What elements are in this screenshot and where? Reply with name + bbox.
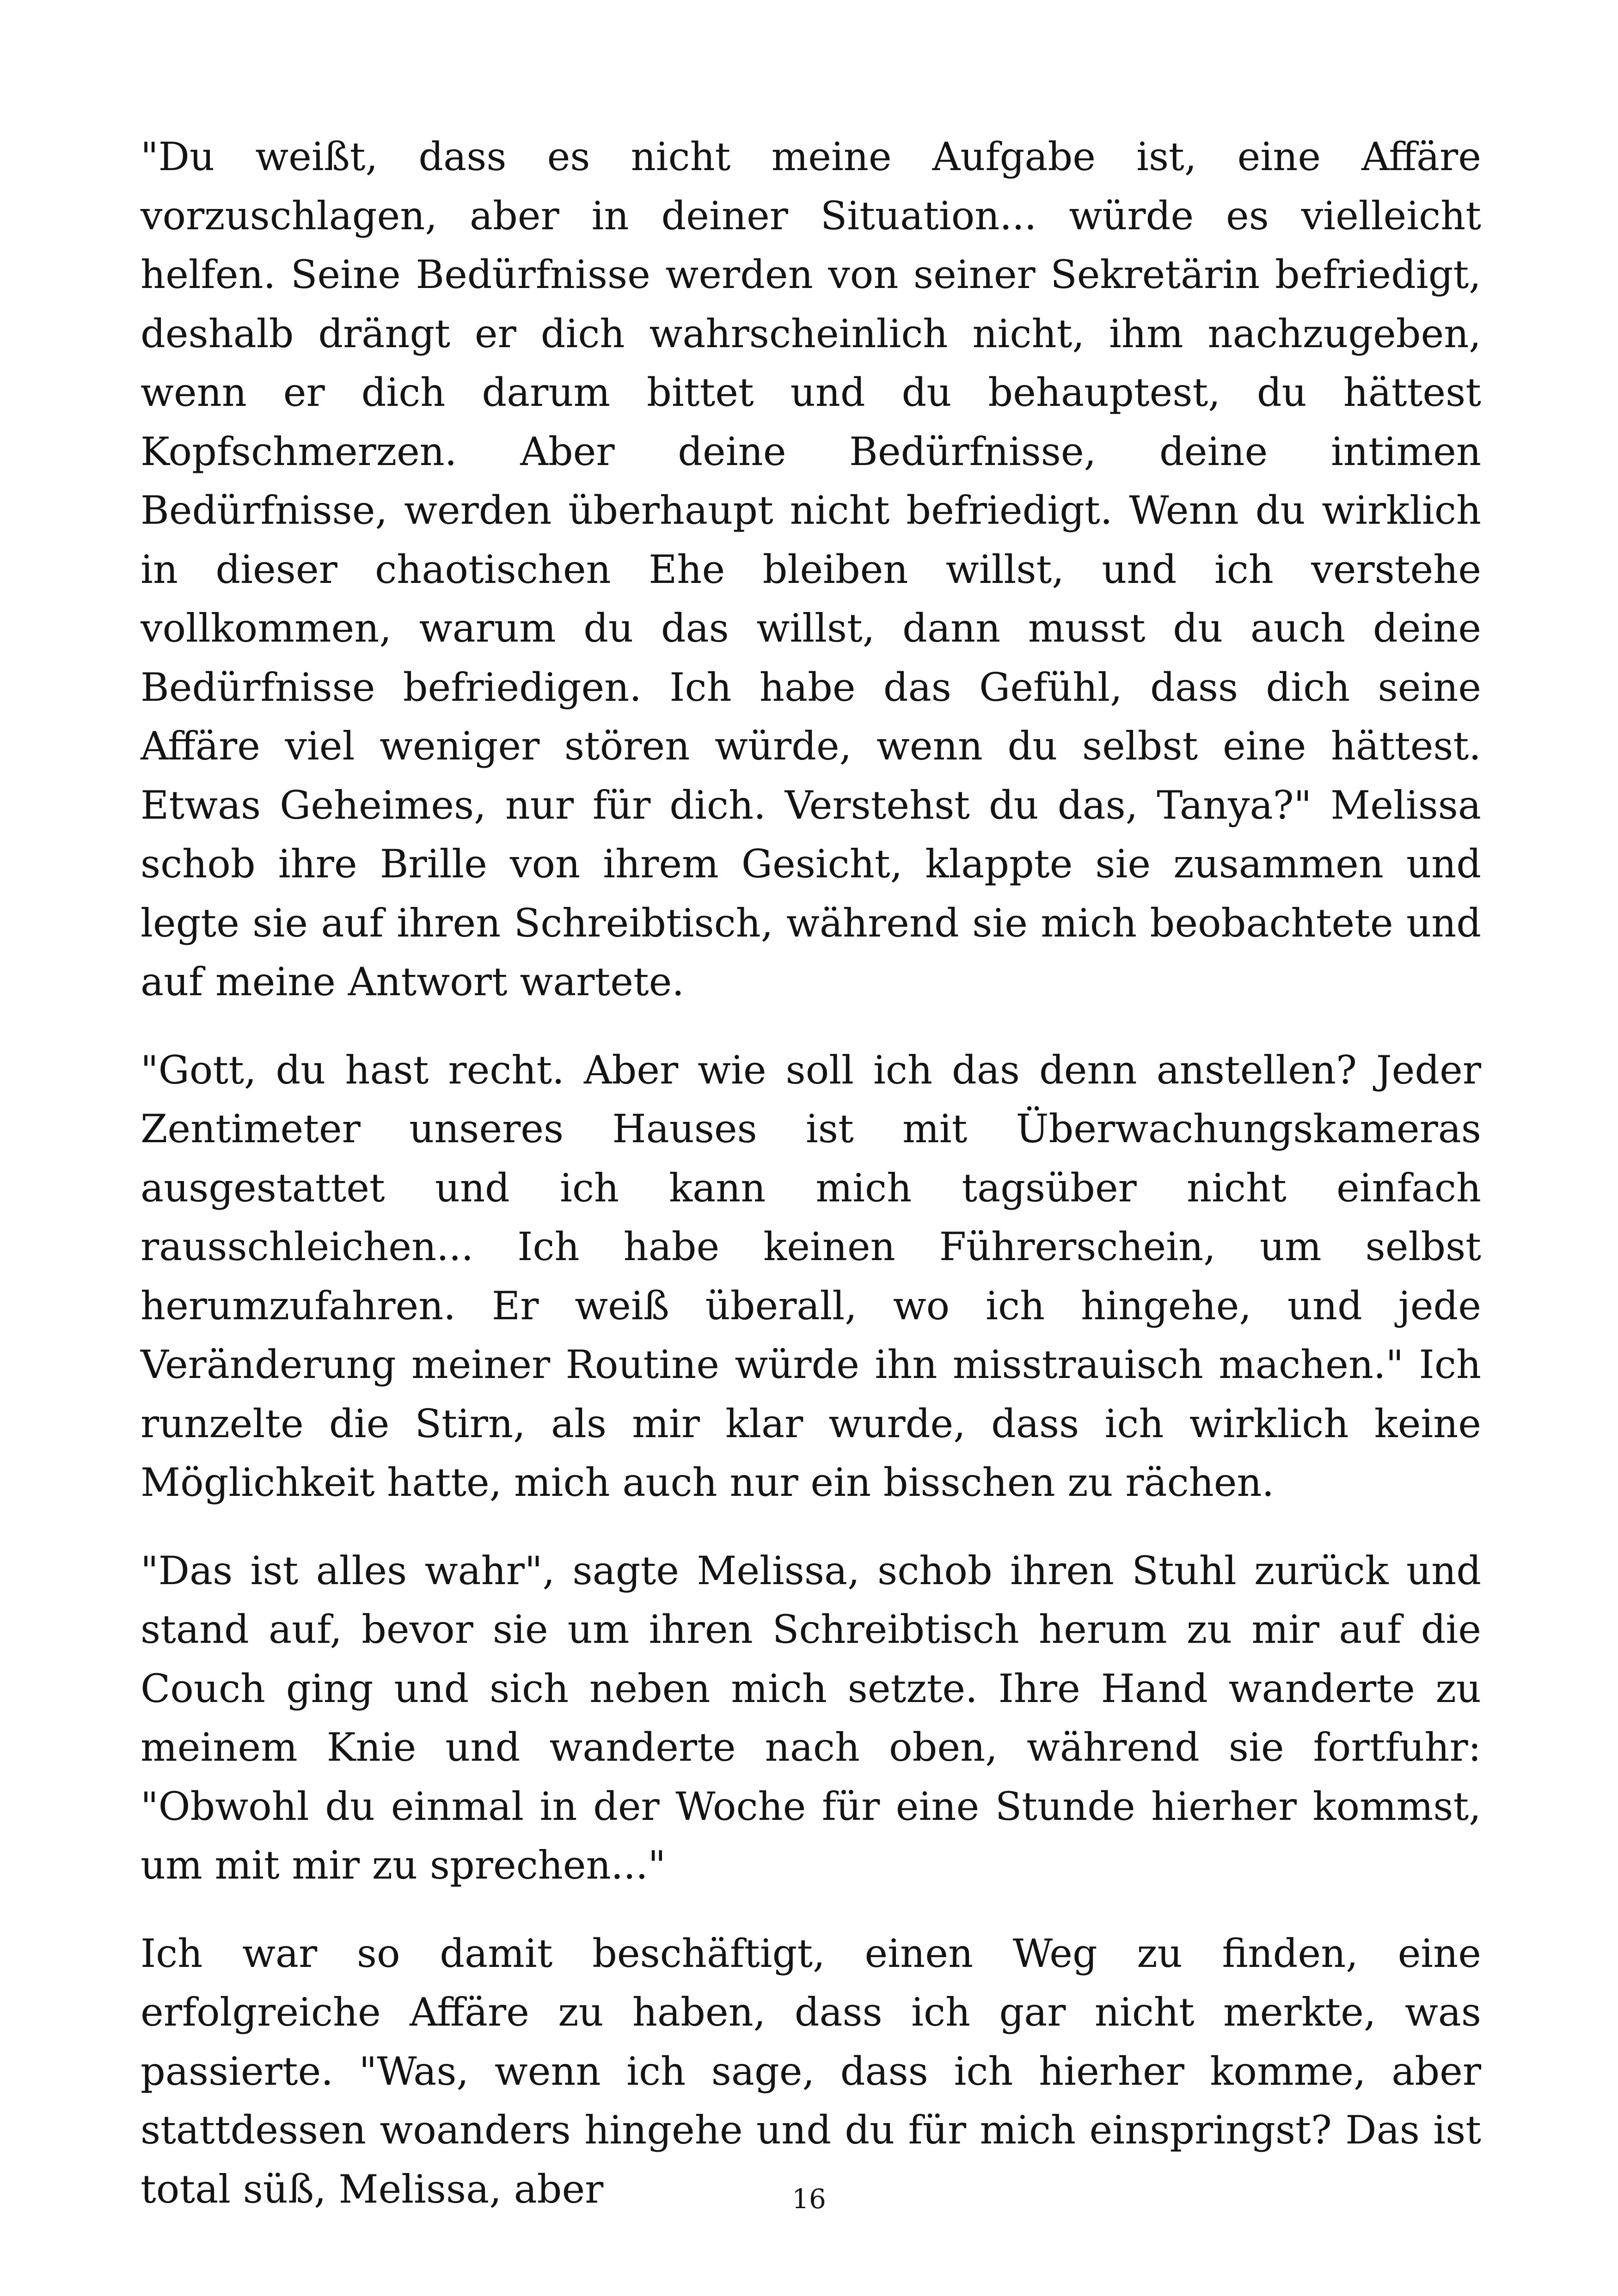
page-number: 16 [792,2183,826,2215]
paragraph-1: "Du weißt, dass es nicht meine Aufgabe ist, eine Affäre vorzuschlagen, aber in deiner Situation... würde es vielleicht helfen. Seine Bedürfnisse werden von seiner Sekretärin befriedigt, deshalb drängt er dich wahrscheinlich nicht, ihm nachzugeben, wenn er dich darum bittet und du behauptest, du hättest Kopfschmerzen. Aber deine Bedürfnisse, deine intimen Bedürfnisse, werden überhaupt nicht befriedigt. Wenn du wirklich in dieser chaotischen Ehe bleiben willst, und ich verstehe vollkommen, warum du das willst, dann musst du auch deine Bedürfnisse befriedigen. Ich habe das Gefühl, dass dich seine Affäre viel weniger stören würde, wenn du selbst eine hättest. Etwas Geheimes, nur für dich. Verstehst du das, Tanya?" Melissa schob ihre Brille von ihrem Gesicht, klappte sie zusammen und legte sie auf ihren Schreibtisch, während sie mich beobachtete und auf meine Antwort wartete. [141,134,1481,1004]
body-text [141,128,1481,2248]
paragraph-2: "Gott, du hast recht. Aber wie soll ich das denn anstellen? Jeder Zentimeter unseres Hauses ist mit Überwachungskameras ausgestattet und ich kann mich tagsüber nicht einfach rausschleichen... Ich habe keinen Führerschein, um selbst herumzufahren. Er weiß überall, wo ich hingehe, und jede Veränderung meiner Routine würde ihn misstrauisch machen." Ich runzelte die Stirn, als mir klar wurde, dass ich wirklich keine Möglichkeit hatte, mich auch nur ein bisschen zu rächen. [141,1047,1481,1505]
paragraph-3: "Das ist alles wahr", sagte Melissa, schob ihren Stuhl zurück und stand auf, bevor sie um ihren Schreibtisch herum zu mir auf die Couch ging und sich neben mich setzte. Ihre Hand wanderte zu meinem Knie und wanderte nach oben, während sie fortfuhr: "Obwohl du einmal in der Woche für eine Stunde hierher kommst, um mit mir zu sprechen..." [141,1548,1481,1888]
paragraph-4: Ich war so damit beschäftigt, einen Weg zu finden, eine erfolgreiche Affäre zu haben, dass ich gar nicht merkte, was passierte. "Was, wenn ich sage, dass ich hierher komme, aber stattdessen woanders hingehe und du für mich einspringst? Das ist total süß, Melissa, aber [141,1930,1481,2212]
